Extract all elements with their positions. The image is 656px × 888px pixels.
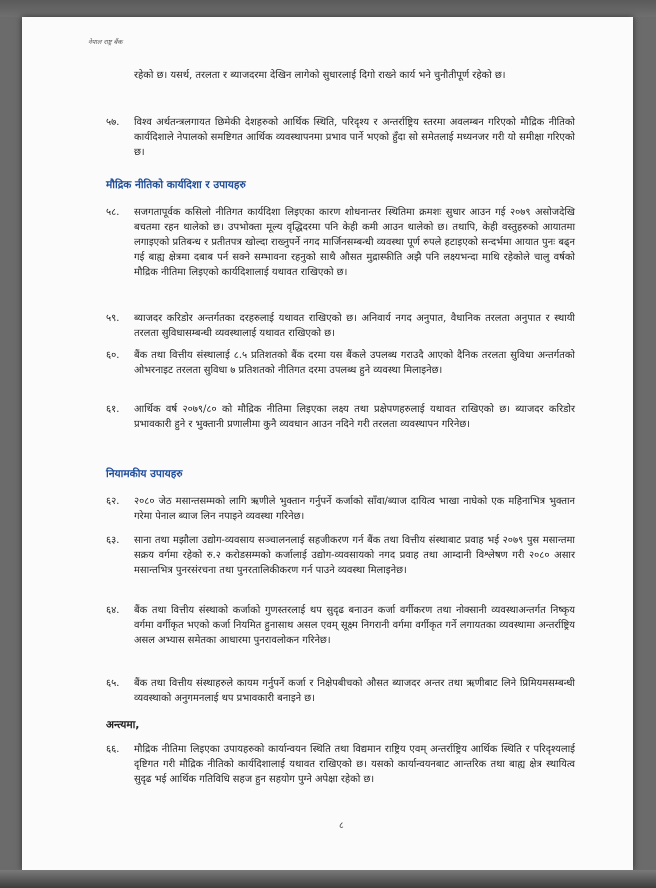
paragraph-text: विश्व अर्थतन्त्रलगायत छिमेकी देशहरुको आर्थिक स्थिति, परिदृश्य र अन्तर्राष्ट्रिय स्तरमा अवलम्बन गरिएको मौद्रिक नीतिको कार्यदिशाले नेपालको समष्टिगत आर्थिक व्यवस्थापनमा प्रभाव पार्ने भएको हुँदा सो समेतलाई मध्यनजर गरी यो समीक्षा गरिएको छ। [134, 117, 575, 158]
paragraph-number: ६४. [106, 605, 120, 616]
paragraph-66 [106, 743, 575, 788]
paragraph-number: ६३. [106, 535, 120, 546]
paragraph-text: बैंक तथा वित्तीय संस्थाहरुले कायम गर्नुपर्ने कर्जा र निक्षेपबीचको औसत ब्याजदर अन्तर तथा ऋणीबाट लिने प्रिमियमसम्बन्धी व्यवस्थाको अनुगमनलाई थप प्रभावकारी बनाइने छ। [134, 678, 575, 704]
section-heading-monetary-policy: मौद्रिक नीतिको कार्यदिशा र उपायहरु [106, 179, 246, 191]
paragraph-text: २०८० जेठ मसान्तसम्मको लागि ऋणीले भुक्तान गर्नुपर्ने कर्जाको साँवा/ब्याज दायित्व भाखा नाघेको एक महिनाभित्र भुक्तान गरेमा पेनाल ब्याज लिन नपाइने व्यवस्था गरिनेछ। [134, 496, 575, 522]
paragraph-text: बैंक तथा वित्तीय संस्थाको कर्जाको गुणस्तरलाई थप सुदृढ बनाउन कर्जा वर्गीकरण तथा नोक्सानी व्यवस्थाअन्तर्गत निष्कृय वर्गमा वर्गीकृत भएको कर्जा नियमित हुनासाथ असल एवम् सूक्ष्म निगरानी वर्गमा वर्गीकृत गर्ने लगायतका व्यवस्थामा अन्तर्राष्ट्रिय असल अभ्यास समेतका आधारमा पुनरावलोकन गरिनेछ। [134, 605, 575, 646]
paragraph-57 [106, 116, 575, 161]
paragraph-text: मौद्रिक नीतिमा लिइएका उपायहरुको कार्यान्वयन स्थिति तथा विद्यमान राष्ट्रिय एवम् अन्तर्राष्ट्रिय आर्थिक स्थिति र परिदृश्यलाई दृष्टिगत गरी मौद्रिक नीतिको कार्यदिशालाई यथावत राखिएको छ। यसको कार्यान्वयनबाट आन्तरिक तथा बाह्य क्षेत्र स्थायित्व सुदृढ भई आर्थिक गतिविधि सहज हुन सहयोग पुग्ने अपेक्षा रहेको छ। [134, 744, 575, 785]
paragraph-number: ६२. [106, 496, 120, 507]
running-head: नेपाल राष्ट्र बैंक [88, 38, 123, 46]
paragraph-61 [106, 403, 575, 433]
paragraph-text: ब्याजदर करिडोर अन्तर्गतका दरहरुलाई यथावत राखिएको छ। अनिवार्य नगद अनुपात, वैधानिक तरलता अनुपात र स्थायी तरलता सुविधासम्बन्धी व्यवस्थालाई यथावत राखिएको छ। [134, 313, 575, 339]
paragraph-63 [106, 534, 575, 579]
paragraph-number: ५७. [106, 117, 120, 128]
paragraph-number: ६६. [106, 744, 120, 755]
continuation-paragraph: रहेको छ। यसर्थ, तरलता र ब्याजदरमा देखिन लागेको सुधारलाई दिगो राख्ने कार्य भने चुनौतीपूर्ण रहेको छ। [134, 70, 506, 81]
paragraph-text: सजगतापूर्वक कसिलो नीतिगत कार्यदिशा लिइएका कारण शोधनान्तर स्थितिमा क्रमशः सुधार आउन गई २०७९ असोजदेखि बचतमा रहन थालेको छ। उपभोक्ता मूल्य वृद्धिदरमा पनि केही कमी आउन थालेको छ। तथापि, केही वस्तुहरुको आयातमा लगाइएको प्रतिबन्ध र प्रतीतपत्र खोल्दा राख्नुपर्ने नगद मार्जिनसम्बन्धी व्यवस्था पूर्ण रुपले हटाइएको सन्दर्भमा आयात पुनः बढ्न गई बाह्य क्षेत्रमा दबाब पर्न सक्ने सम्भावना रहनुको साथै औसत मुद्रास्फीति अझै पनि लक्ष्यभन्दा माथि रहेकोले चालु वर्षको मौद्रिक नीतिमा लिइएको कार्यदिशालाई यथावत राखिएको छ। [134, 207, 575, 278]
section-heading-finally: अन्त्यमा, [106, 719, 140, 731]
paragraph-number: ६१. [106, 404, 120, 415]
paragraph-60 [106, 349, 575, 379]
paragraph-58 [106, 206, 575, 281]
paragraph-number: ५९. [106, 313, 120, 324]
paragraph-59 [106, 312, 575, 342]
paragraph-number: ६५. [106, 678, 120, 689]
paragraph-text: आर्थिक वर्ष २०७९/८० को मौद्रिक नीतिमा लिइएका लक्ष्य तथा प्रक्षेपणहरुलाई यथावत राखिएको छ। ब्याजदर करिडोर प्रभावकारी हुने र भुक्तानी प्रणालीमा कुनै व्यवधान आउन नदिने गरी तरलता व्यवस्थापन गरिनेछ। [134, 404, 575, 430]
viewer-frame-top [0, 0, 656, 17]
viewer-frame-bottom [0, 870, 656, 888]
paragraph-65 [106, 677, 575, 707]
page-number: ८ [339, 821, 344, 831]
paragraph-number: ५८. [106, 207, 120, 218]
paragraph-64 [106, 604, 575, 649]
paragraph-text: बैंक तथा वित्तीय संस्थालाई ८.५ प्रतिशतको बैंक दरमा यस बैंकले उपलब्ध गराउदै आएको दैनिक तरलता सुविधा अन्तर्गतको ओभरनाइट तरलता सुविधा ७ प्रतिशतको नीतिगत दरमा उपलब्ध हुने व्यवस्था मिलाइनेछ। [134, 350, 575, 376]
paragraph-number: ६०. [106, 350, 120, 361]
paragraph-text: साना तथा मझौला उद्योग-व्यवसाय सञ्चालनलाई सहजीकरण गर्न बैंक तथा वित्तीय संस्थाबाट प्रवाह भई २०७९ पुस मसान्तमा सक्रय वर्गमा रहेको रु.२ करोडसम्मको कर्जालाई उद्योग-व्यवसायको नगद प्रवाह तथा आम्दानी विश्लेषण गरी २०८० असार मसान्तभित्र पुनरसंरचना तथा पुनरतालिकीकरण गर्न पाउने व्यवस्था मिलाइनेछ। [134, 535, 575, 576]
section-heading-regulatory: नियामकीय उपायहरु [106, 468, 183, 480]
paragraph-62 [106, 495, 575, 525]
